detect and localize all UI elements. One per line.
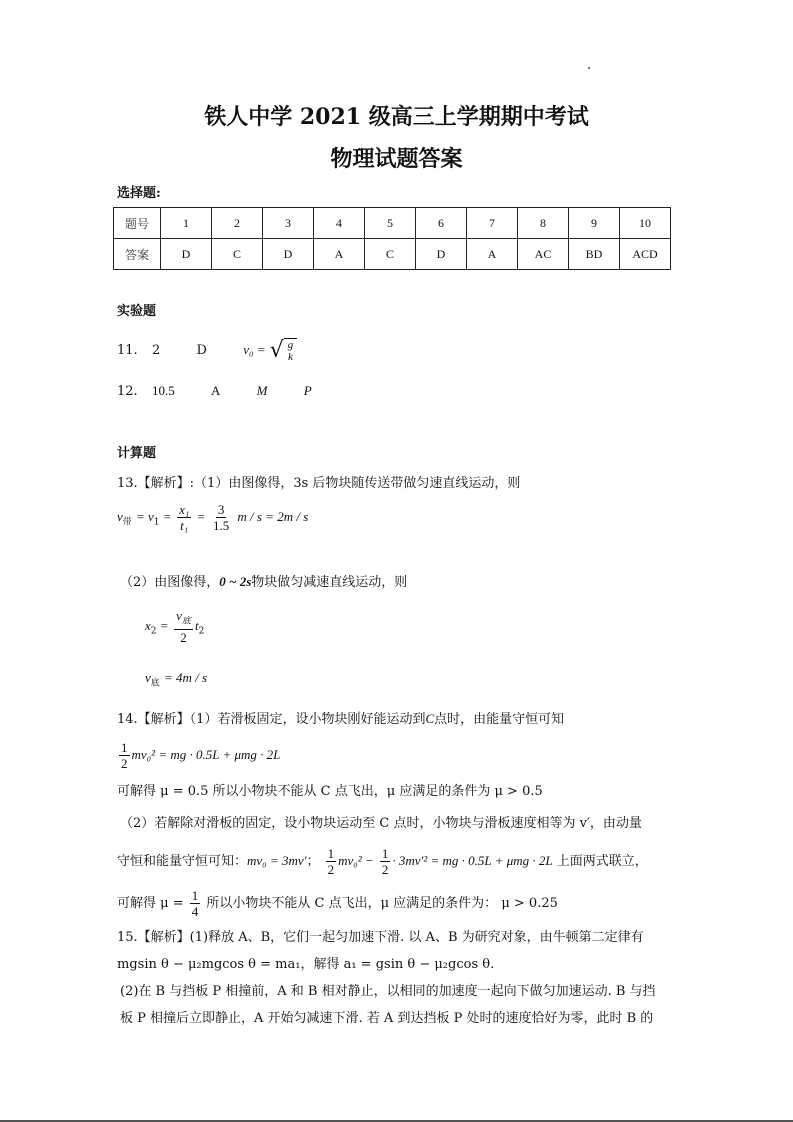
eq-sub: 2 [150, 626, 157, 637]
answer-cell: A [467, 239, 518, 270]
eq-var: v [117, 509, 123, 524]
q11-answer-1: 2 [151, 343, 161, 358]
text: 点时，由能量守恒可知 [434, 712, 565, 727]
text: （2）由图像得， [120, 575, 220, 590]
question-number-row [114, 208, 671, 239]
question-number-cell: 7 [467, 208, 518, 239]
question-number-cell: 2 [212, 208, 263, 239]
q14-line2: 可解得 μ = 0.5 所以小物块不能从 C 点飞出，μ 应满足的条件为 μ > 0.5 [117, 784, 543, 799]
eq-sub: 底 [181, 615, 191, 626]
frac-den: t₁ [180, 518, 189, 533]
row-label-answer: 答案 [114, 239, 161, 270]
q11-sqrt-den: k [288, 351, 293, 363]
eq-unit: m / s = 2m / s [237, 509, 309, 524]
q11-number: 11. [117, 343, 138, 358]
eq-body: mv₀² = mg · 0.5L + μmg · 2L [131, 747, 281, 762]
q13-eq3 [145, 670, 207, 689]
eq-var: = v [135, 509, 154, 524]
scan-dot [588, 67, 590, 69]
q13-eq2: $x_2$ = $\frac{v_底}{2}$ $t_2$ [145, 608, 205, 645]
question-number-cell: 10 [620, 208, 671, 239]
q11-answer [117, 338, 297, 363]
eq-rhs: = 4m / s [163, 670, 208, 685]
frac-den: 1.5 [213, 518, 230, 533]
question-number-cell: 6 [416, 208, 467, 239]
sqrt-icon: √ [269, 337, 284, 363]
eq-fraction: $\frac{1}{2}$ [381, 846, 389, 877]
text: 可解得 μ = [117, 896, 184, 911]
answer-cell: D [161, 239, 212, 270]
answer-table [113, 207, 671, 270]
eq-fraction [190, 888, 201, 919]
q14-line3: （2）若解除对滑板的固定，设小物块运动至 C 点时，小物块与滑板速度相等为 v′，由动量 [120, 816, 642, 831]
q13-line2 [120, 571, 407, 590]
question-number-cell: 4 [314, 208, 365, 239]
choice-heading: 选择题: [117, 186, 161, 201]
eq-sub: 2 [198, 626, 205, 637]
q12-answer-2: A [211, 383, 221, 398]
frac-num: 3 [217, 502, 225, 517]
q14-line1 [117, 708, 564, 727]
frac-num: 1 [121, 740, 128, 755]
text-italic: C [425, 711, 435, 726]
q14-line5 [117, 888, 558, 919]
exam-title: 铁人中学 2021 级高三上学期期中考试 [204, 104, 589, 130]
q14-line4 [117, 846, 648, 877]
question-number-cell: 1 [161, 208, 212, 239]
q11-sqrt-num: g [287, 339, 294, 351]
answer-cell: D [416, 239, 467, 270]
q13-line1: 13.【解析】:（1）由图像得，3s 后物块随传送带做匀速直线运动，则 [117, 476, 521, 491]
experiment-heading: 实验题 [117, 304, 157, 319]
answer-cell: ACD [620, 239, 671, 270]
q11-formula-lhs: v₀ = [243, 342, 266, 357]
frac-den: 2 [180, 629, 187, 645]
text-italic: 0 ~ 2s [219, 574, 252, 589]
text: 守恒和能量守恒可知： [117, 854, 248, 869]
answer-cell: D [263, 239, 314, 270]
text: 14.【解析】（1）若滑板固定，设小物块刚好能运动到 [117, 712, 426, 727]
row-label-question: 题号 [114, 208, 161, 239]
frac-den: 2 [121, 756, 128, 771]
eq: mv₀² − [338, 853, 374, 868]
answer-row [114, 239, 671, 270]
eq: · 3mv′² = mg · 0.5L + μmg · 2L [392, 853, 553, 868]
eq: mv₀ = 3mv′ [247, 853, 307, 868]
eq-var: v [145, 670, 151, 685]
question-number-cell: 8 [518, 208, 569, 239]
eq-fraction [174, 608, 193, 645]
q14-eq1 [117, 740, 280, 771]
text: 上面两式联立， [556, 854, 648, 869]
q12-answer-4: P [303, 383, 312, 398]
exam-subtitle: 物理试题答案 [330, 146, 463, 172]
q11-sqrt [270, 338, 298, 363]
text: ； [306, 854, 320, 869]
eq-fraction [119, 740, 130, 771]
answer-cell: C [212, 239, 263, 270]
eq-sub: 带 [122, 517, 132, 528]
q12-number: 12. [117, 384, 138, 399]
question-number-cell: 3 [263, 208, 314, 239]
eq-fraction [177, 502, 191, 533]
q15-line4: 板 P 相撞后立即静止，A 开始匀减速下滑. 若 A 到达挡板 P 处时的速度恰好为零，此时 B 的 [120, 1011, 654, 1026]
q11-answer-2: D [196, 343, 207, 358]
eq-fraction [211, 502, 231, 533]
answer-cell: A [314, 239, 365, 270]
answer-cell: C [365, 239, 416, 270]
question-number-cell: 9 [569, 208, 620, 239]
q12-answer [117, 383, 312, 399]
q15-line2: mgsin θ − μ₂mgcos θ = ma₁，解得 a₁ = gsin θ − μ₂gcos θ. [117, 957, 495, 972]
eq-sub: 1 [153, 517, 160, 528]
text: 所以小物块不能从 C 点飞出，μ 应满足的条件为： μ > 0.25 [206, 896, 558, 911]
calc-heading: 计算题 [117, 446, 157, 461]
eq-var: t [194, 617, 199, 633]
text: 物块做匀减速直线运动，则 [251, 575, 408, 590]
frac-den: 4 [191, 904, 199, 919]
answer-cell: BD [569, 239, 620, 270]
q13-eq1: $v_带 = v_1$ = $\frac{\text{x₁}}{\text{t₁}}$ = $\frac{3}{1.5}$ m / s = 2m / s [117, 502, 309, 533]
q12-answer-1: 10.5 [151, 383, 175, 398]
frac-num: v [176, 608, 182, 623]
question-number-cell: 5 [365, 208, 416, 239]
q12-answer-3: M [256, 383, 268, 398]
eq-var: x [145, 617, 151, 633]
eq-sub: 底 [150, 678, 160, 689]
frac-num: x₁ [179, 502, 190, 517]
q15-line3: (2)在 B 与挡板 P 相撞前，A 和 B 相对静止，以相同的加速度一起向下做匀加速运动. B 与挡 [120, 984, 656, 999]
answer-cell: AC [518, 239, 569, 270]
frac-num: 1 [191, 888, 199, 903]
q15-line1: 15.【解析】(1)释放 A、B，它们一起匀加速下滑. 以 A、B 为研究对象，由牛顿第二定律有 [117, 930, 644, 945]
eq-fraction: $\frac{1}{2}$ [327, 846, 335, 877]
